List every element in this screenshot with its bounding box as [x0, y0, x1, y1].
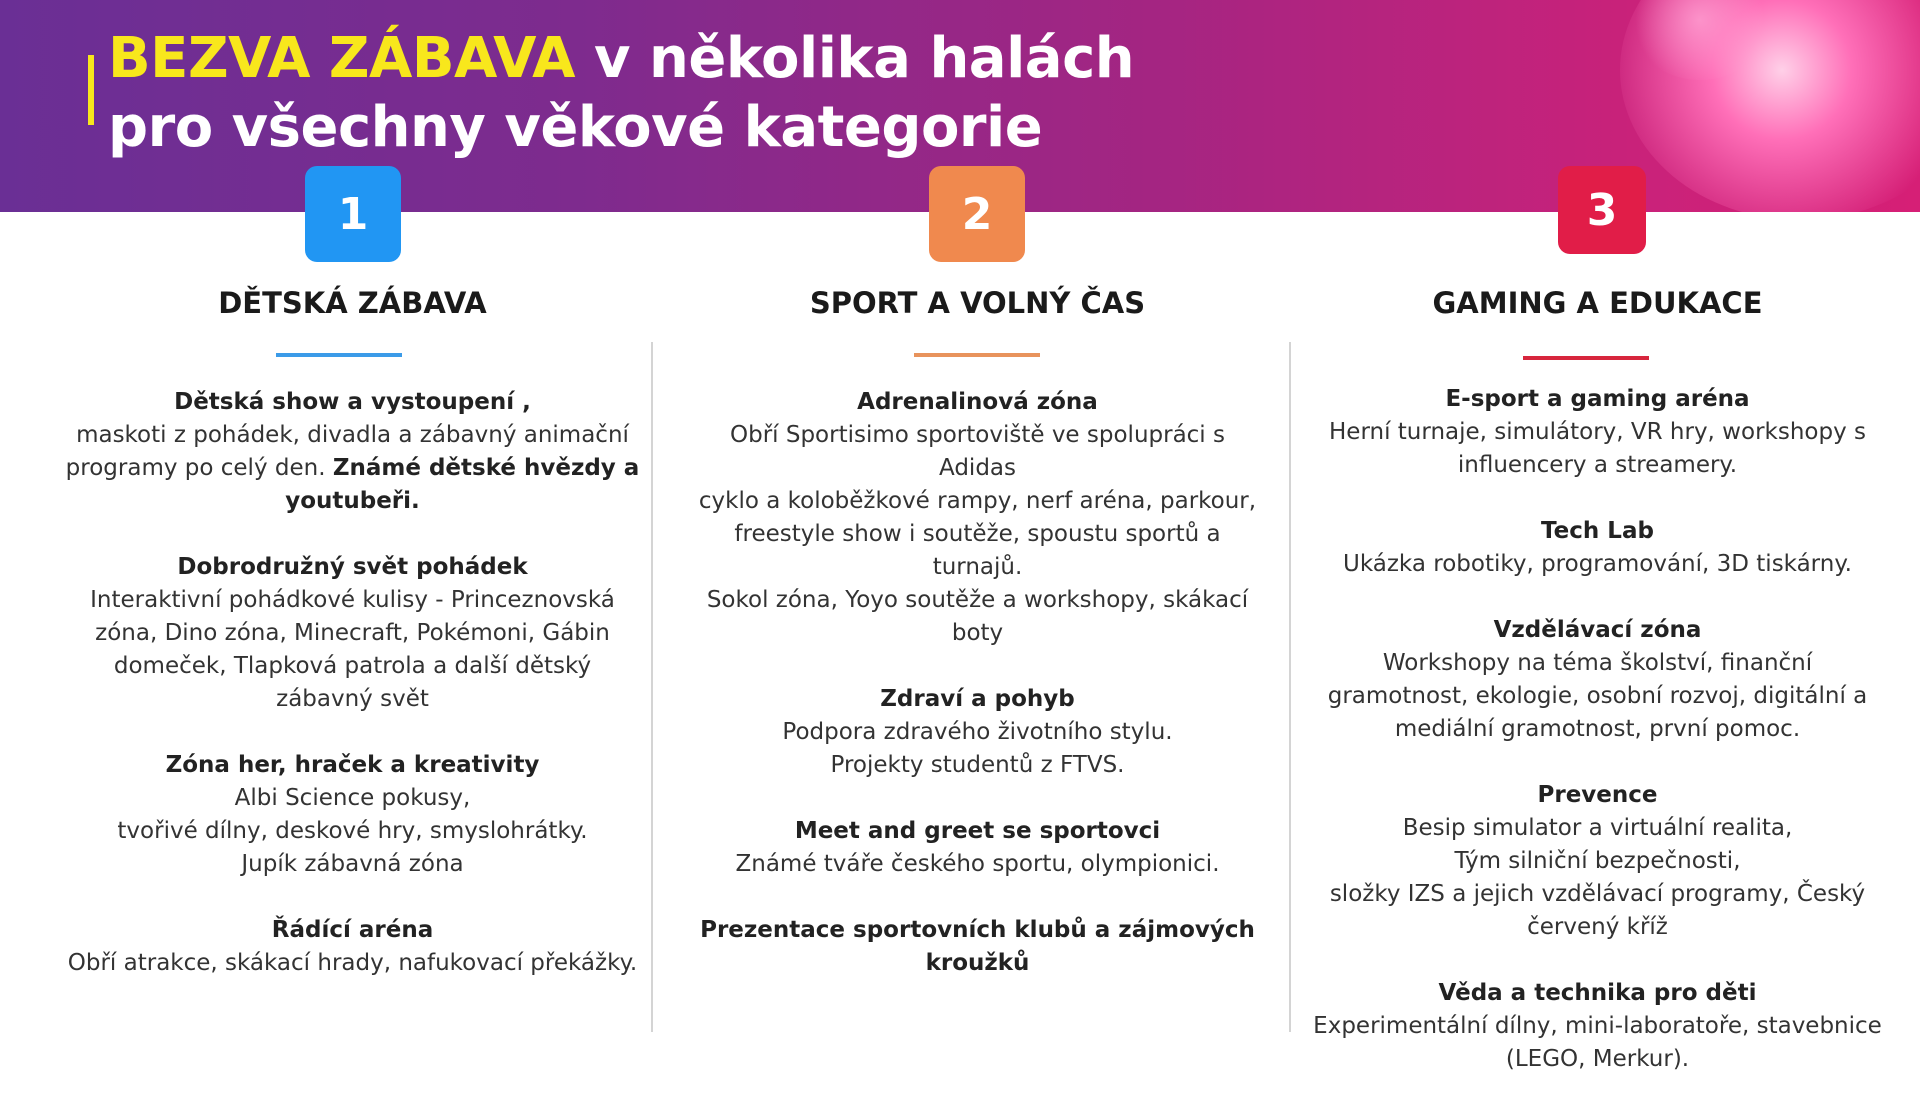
section-title: Zdraví a pohyb	[880, 686, 1075, 712]
section-esport	[1310, 383, 1885, 482]
title-highlight: BEZVA ZÁBAVA	[108, 26, 575, 91]
section-vzdelavaci-zona	[1310, 614, 1885, 746]
column-body	[1310, 383, 1885, 1109]
section-line: Obří Sportisimo sportoviště ve spolupráci s Adidas	[730, 422, 1225, 481]
section-text: Experimentální dílny, mini-laboratoře, stavebnice (LEGO, Merkur).	[1313, 1013, 1882, 1072]
column-body	[65, 386, 640, 1013]
section-line: Tým silniční bezpečnosti,	[1454, 848, 1741, 874]
section-text: Interaktivní pohádkové kulisy - Princeznovská zóna, Dino zóna, Minecraft, Pokémoni, Gábin domeček, Tlapková patrola a další dětský zábavný svět	[90, 587, 615, 712]
section-title: Tech Lab	[1541, 518, 1654, 544]
title-underline	[914, 353, 1040, 357]
section-title: Prevence	[1537, 782, 1658, 808]
section-title: E-sport a gaming aréna	[1445, 386, 1750, 412]
section-text-bold: Známé dětské hvězdy a youtubeři.	[285, 455, 640, 514]
title-underline	[1523, 356, 1649, 360]
page-title-line-2: pro všechny věkové kategorie	[108, 95, 1043, 160]
title-rest: v několika halách	[574, 26, 1135, 91]
column-title: SPORT A VOLNÝ ČAS	[809, 286, 1146, 320]
section-line: Sokol zóna, Yoyo soutěže a workshopy, skákací boty	[706, 587, 1249, 646]
section-text: Workshopy na téma školství, finanční gramotnost, ekologie, osobní rozvoj, digitální a mediální gramotnost, první pomoc.	[1327, 650, 1868, 742]
column-divider	[651, 342, 653, 1032]
section-zona-her	[65, 749, 640, 881]
section-line: Albi Science pokusy,	[234, 785, 471, 811]
section-title: Adrenalinová zóna	[857, 389, 1098, 415]
section-line: Besip simulator a virtuální realita,	[1402, 815, 1793, 841]
section-line: freestyle show i soutěže, spoustu sportů a turnajů.	[734, 521, 1221, 580]
section-detska-show	[65, 386, 640, 518]
section-line: cyklo a koloběžkové rampy, nerf aréna, parkour,	[698, 488, 1257, 514]
section-prezentace-klubu	[690, 914, 1265, 980]
section-title: Meet and greet se sportovci	[794, 818, 1161, 844]
section-text: Známé tváře českého sportu, olympionici.	[735, 851, 1220, 877]
column-sport-volny-cas	[690, 0, 1265, 1080]
section-title: Vzdělávací zóna	[1493, 617, 1702, 643]
section-prevence	[1310, 779, 1885, 944]
section-veda-technika	[1310, 977, 1885, 1076]
column-detska-zabava	[65, 0, 640, 1080]
column-body	[690, 386, 1265, 1013]
section-title: Věda a technika pro děti	[1438, 980, 1757, 1006]
column-number-badge: 2	[929, 166, 1025, 262]
column-number-badge: 1	[305, 166, 401, 262]
section-title: Prezentace sportovních klubů a zájmových kroužků	[700, 917, 1255, 976]
column-title: GAMING A EDUKACE	[1432, 286, 1763, 320]
section-text	[65, 419, 640, 518]
column-title: DĚTSKÁ ZÁBAVA	[218, 286, 487, 320]
column-gaming-edukace	[1310, 0, 1885, 1080]
section-dobrodruzny-svet	[65, 551, 640, 716]
title-underline	[276, 353, 402, 357]
section-title: Zóna her, hraček a kreativity	[165, 752, 540, 778]
column-divider	[1289, 342, 1291, 1032]
section-text: Obří atrakce, skákací hrady, nafukovací překážky.	[67, 950, 638, 976]
section-line: Podpora zdravého životního stylu.	[782, 719, 1173, 745]
section-radici-arena	[65, 914, 640, 980]
section-line: složky IZS a jejich vzdělávací programy, Český červený kříž	[1329, 881, 1866, 940]
section-title: Řádící aréna	[271, 917, 434, 943]
section-line: Projekty studentů z FTVS.	[830, 752, 1125, 778]
section-adrenalinova-zona	[690, 386, 1265, 650]
section-line: tvořivé dílny, deskové hry, smyslohrátky.	[117, 818, 588, 844]
section-zdravi-pohyb	[690, 683, 1265, 782]
section-meet-and-greet	[690, 815, 1265, 881]
section-line: Jupík zábavná zóna	[241, 851, 464, 877]
section-title: Dětská show a vystoupení ,	[174, 389, 531, 415]
section-tech-lab	[1310, 515, 1885, 581]
section-text-part: maskoti z pohádek, divadla a zábavný animační programy po celý den.	[65, 422, 629, 481]
section-text: Herní turnaje, simulátory, VR hry, workshopy s influencery a streamery.	[1329, 419, 1866, 478]
section-text: Ukázka robotiky, programování, 3D tiskárny.	[1343, 551, 1852, 577]
section-title: Dobrodružný svět pohádek	[177, 554, 528, 580]
column-number-badge: 3	[1558, 166, 1646, 254]
